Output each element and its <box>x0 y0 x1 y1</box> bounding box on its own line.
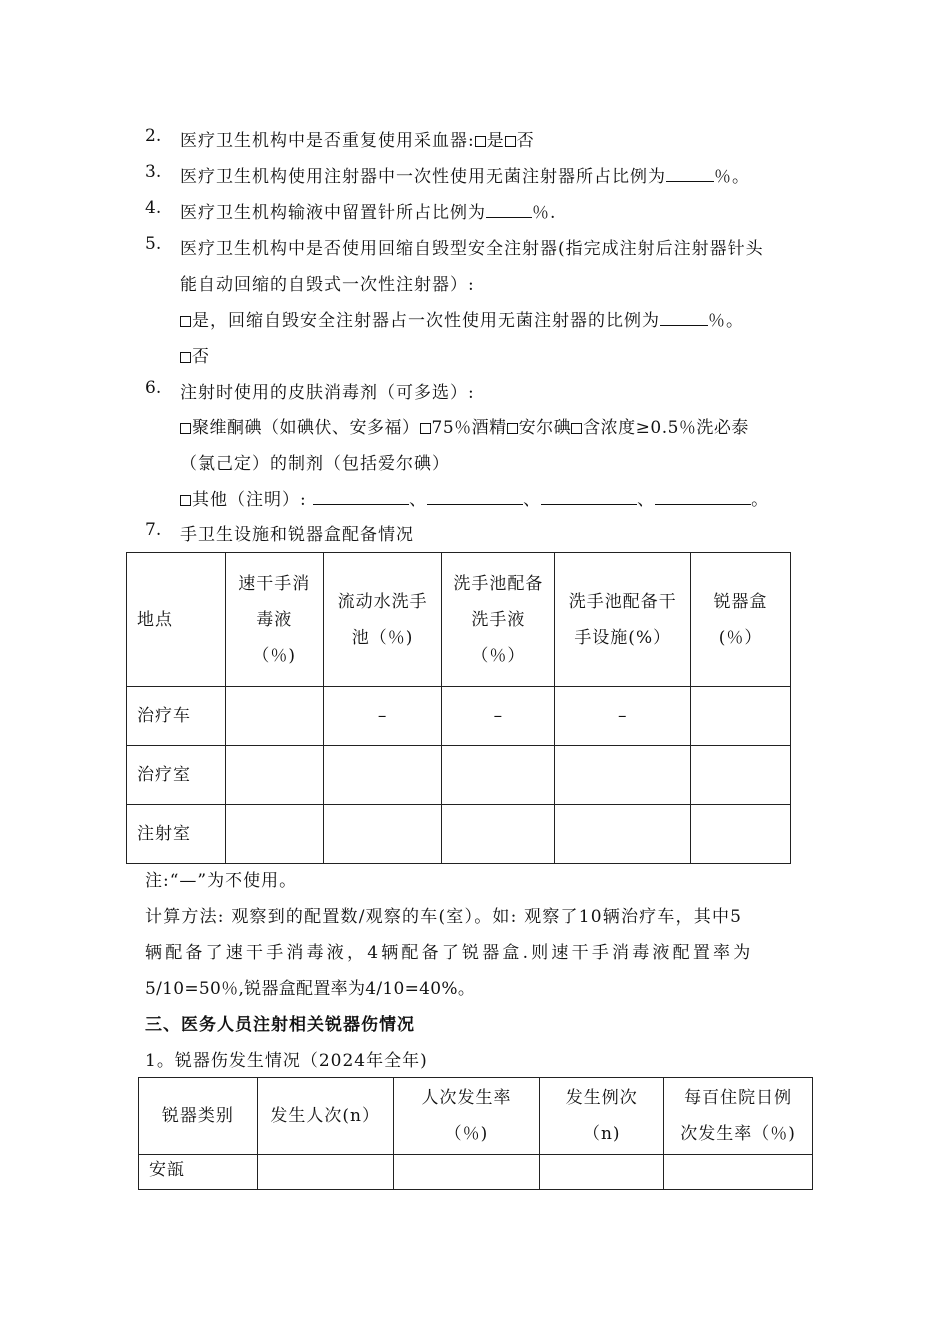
percent-suffix: ％. <box>532 203 557 223</box>
other-blank-field-4[interactable] <box>655 490 751 505</box>
table-row <box>127 805 791 864</box>
option-alcohol-label: 75％酒精 <box>431 418 507 438</box>
separator: 、 <box>637 490 656 510</box>
option-other-row <box>180 485 769 510</box>
table-cell[interactable] <box>225 687 323 746</box>
option-povidone-iodine-label: 聚维酮碘（如碘伏、安多福） <box>192 418 420 438</box>
option-yes-label: 是，回缩自毁安全注射器占一次性使用无菌注射器的比例为 <box>192 311 660 331</box>
table-cell[interactable] <box>664 1155 813 1190</box>
table-cell[interactable] <box>323 805 442 864</box>
table-cell[interactable] <box>691 805 791 864</box>
table-cell[interactable] <box>257 1155 393 1190</box>
other-blank-field-1[interactable] <box>313 490 409 505</box>
row-label: 治疗车 <box>127 687 226 746</box>
checkbox-yes[interactable] <box>475 136 486 147</box>
table-header-row <box>127 553 791 687</box>
table-cell: – <box>323 687 442 746</box>
table-header-row <box>139 1078 813 1155</box>
question-reuse-blood-collector <box>180 126 535 151</box>
table-cell[interactable] <box>225 805 323 864</box>
table-cell: – <box>555 687 691 746</box>
table-cell[interactable] <box>442 805 555 864</box>
table-cell[interactable] <box>323 746 442 805</box>
option-no-label: 否 <box>516 131 535 151</box>
header-rate-per-hundred-bed-days: 每百住院日例 次发生率（％) <box>664 1078 813 1155</box>
option-chlorhexidine-continued: （氯己定）的制剂（包括爱尔碘） <box>180 454 450 474</box>
sharps-injury-table <box>138 1077 813 1190</box>
section-heading-sharps-injury: 三、医务人员注射相关锐器伤情况 <box>145 1015 415 1035</box>
table-cell: – <box>442 687 555 746</box>
item-number: 5. <box>145 234 162 254</box>
item-number: 2. <box>145 126 162 146</box>
ratio-blank-field[interactable] <box>666 167 714 182</box>
checkbox-no[interactable] <box>505 136 516 147</box>
end-punctuation: 。 <box>751 490 770 510</box>
table-note: 注:“—”为不使用。 <box>145 871 298 891</box>
row-label: 治疗室 <box>127 746 226 805</box>
checkbox-povidone-iodine[interactable] <box>180 423 191 434</box>
item-number: 4. <box>145 198 162 218</box>
option-no-row <box>180 342 210 367</box>
table-cell[interactable] <box>555 805 691 864</box>
item-number: 7. <box>145 520 162 540</box>
ratio-blank-field[interactable] <box>486 203 532 218</box>
option-anerdian-label: 安尔碘 <box>518 418 572 438</box>
checkbox-anerdian[interactable] <box>507 423 518 434</box>
table-cell[interactable] <box>540 1155 664 1190</box>
question-safety-syringe-line2: 能自动回缩的自毁式一次性注射器）: <box>180 275 475 295</box>
table-cell[interactable] <box>225 746 323 805</box>
question-text: 医疗卫生机构输液中留置针所占比例为 <box>180 203 486 223</box>
header-quick-dry-hand-sanitizer: 速干手消 毒液 （％) <box>225 553 323 687</box>
calc-method-line2: 辆配备了速干手消毒液，4辆配备了锐器盒.则速干手消毒液配置率为 <box>145 943 754 963</box>
percent-suffix: ％。 <box>708 311 744 331</box>
checkbox-chlorhexidine[interactable] <box>571 423 582 434</box>
header-sharps-category: 锐器类别 <box>139 1078 258 1155</box>
item-number: 6. <box>145 378 162 398</box>
table-cell[interactable] <box>691 746 791 805</box>
calc-method-line3: 5/10=50％,锐器盒配置率为4/10=40%。 <box>145 979 476 999</box>
question-text: 医疗卫生机构中是否重复使用采血器: <box>180 131 475 151</box>
header-running-water-sink: 流动水洗手 池（％) <box>323 553 442 687</box>
percent-suffix: ％。 <box>714 167 750 187</box>
checkbox-other[interactable] <box>180 495 191 506</box>
header-occurrence-count: 发生人次(n） <box>257 1078 393 1155</box>
question-disposable-syringe-ratio <box>180 162 750 187</box>
option-no-label: 否 <box>192 347 210 367</box>
checkbox-alcohol[interactable] <box>420 423 431 434</box>
header-sink-hand-soap: 洗手池配备 洗手液 （％） <box>442 553 555 687</box>
row-label: 注射室 <box>127 805 226 864</box>
table-cell[interactable] <box>691 687 791 746</box>
header-location: 地点 <box>127 553 226 687</box>
separator: 、 <box>523 490 542 510</box>
table-row <box>139 1155 813 1190</box>
subsection-sharps-injury-occurrence: 1。锐器伤发生情况（2024年全年) <box>145 1051 428 1071</box>
row-label: 安瓿 <box>139 1155 258 1190</box>
question-safety-syringe-line1: 医疗卫生机构中是否使用回缩自毁型安全注射器(指完成注射后注射器针头 <box>180 239 764 259</box>
header-case-count: 发生例次 （n) <box>540 1078 664 1155</box>
question-skin-disinfectant: 注射时使用的皮肤消毒剂（可多选）: <box>180 383 475 403</box>
header-occurrence-rate: 人次发生率 （％) <box>393 1078 540 1155</box>
table-cell[interactable] <box>442 746 555 805</box>
option-yes-label: 是 <box>486 131 505 151</box>
table-row <box>127 746 791 805</box>
question-indwelling-needle-ratio <box>180 198 556 223</box>
other-blank-field-3[interactable] <box>541 490 637 505</box>
question-hand-hygiene-facilities: 手卫生设施和锐器盒配备情况 <box>180 525 414 545</box>
table-cell[interactable] <box>393 1155 540 1190</box>
option-other-label: 其他（注明）: <box>192 490 314 510</box>
ratio-blank-field[interactable] <box>660 311 708 326</box>
table-row <box>127 687 791 746</box>
item-number: 3. <box>145 162 162 182</box>
option-chlorhexidine-label: 含浓度≥0.5％洗必泰 <box>583 418 749 438</box>
calc-method-line1: 计算方法: 观察到的配置数/观察的车(室）。如: 观察了10辆治疗车，其中5 <box>145 907 743 927</box>
hand-hygiene-table <box>126 552 791 864</box>
other-blank-field-2[interactable] <box>427 490 523 505</box>
separator: 、 <box>409 490 428 510</box>
option-yes-row <box>180 306 744 331</box>
table-cell[interactable] <box>555 746 691 805</box>
checkbox-yes[interactable] <box>180 316 191 327</box>
question-text: 医疗卫生机构使用注射器中一次性使用无菌注射器所占比例为 <box>180 167 666 187</box>
checkbox-no[interactable] <box>180 352 191 363</box>
header-sharps-box: 锐器盒 (％） <box>691 553 791 687</box>
header-sink-hand-drying: 洗手池配备干 手设施(%） <box>555 553 691 687</box>
disinfectant-options-row <box>180 413 749 438</box>
